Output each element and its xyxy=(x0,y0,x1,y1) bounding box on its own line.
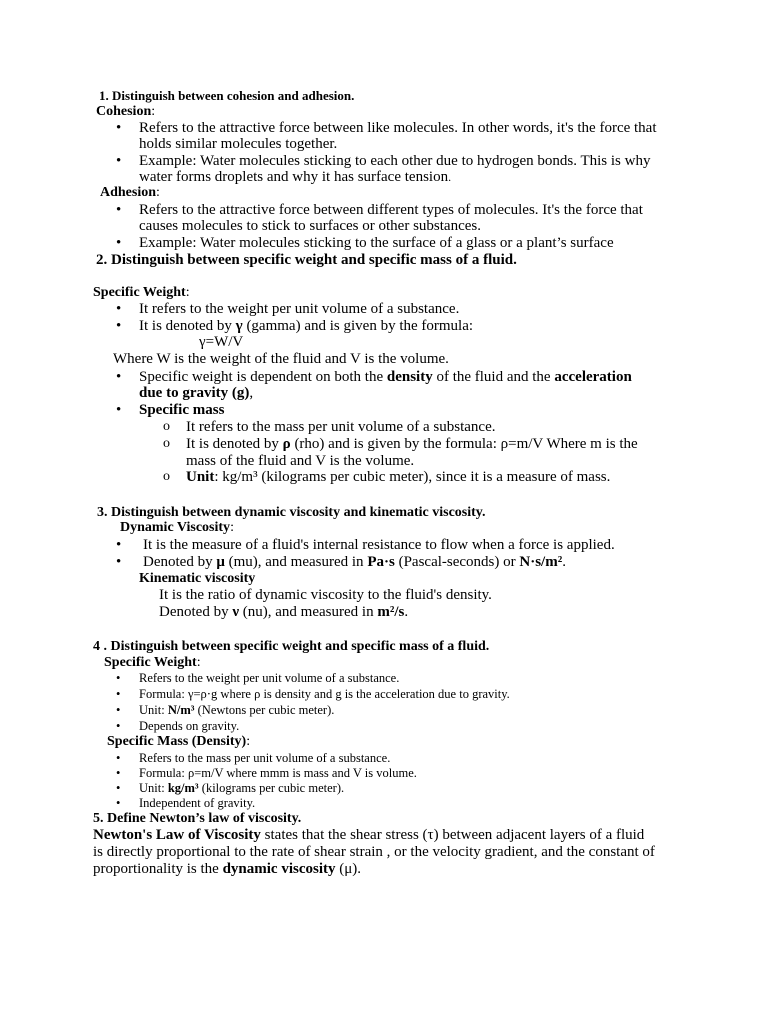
bullet-icon xyxy=(116,154,121,169)
section-5-heading: 5. Define Newton’s law of viscosity. xyxy=(93,811,302,826)
bullet-icon xyxy=(116,720,120,733)
specific-weight-unit-summary: Unit: N/m³ (Newtons per cubic meter). xyxy=(139,703,335,717)
bullet-icon xyxy=(116,319,121,334)
cohesion-definition-cont: holds similar molecules together. xyxy=(139,136,338,152)
formula-explanation: Where W is the weight of the fluid and V is the volume. xyxy=(113,351,449,367)
specific-mass-density-label: Specific Mass (Density): xyxy=(107,734,251,749)
cohesion-definition: Refers to the attractive force between like molecules. In other words, it's the force that xyxy=(139,120,657,136)
bullet-icon xyxy=(116,782,120,795)
specific-mass-formula-summary: Formula: ρ=m/V where mmm is mass and V is volume. xyxy=(139,766,417,780)
bullet-icon xyxy=(116,302,121,317)
sub-bullet-icon xyxy=(163,470,170,484)
dynamic-viscosity-notation: Denoted by μ (mu), and measured in Pa·s (Pascal-seconds) or N·s/m². xyxy=(143,554,566,570)
bullet-icon xyxy=(116,121,121,136)
section-3-heading: 3. Distinguish between dynamic viscosity and kinematic viscosity. xyxy=(97,505,486,520)
bullet-icon xyxy=(116,704,120,717)
bullet-icon xyxy=(116,236,121,251)
specific-mass-label: Specific mass xyxy=(139,402,225,418)
specific-weight-label: Specific Weight: xyxy=(93,285,190,300)
kinematic-viscosity-label: Kinematic viscosity xyxy=(139,571,256,586)
specific-weight-definition: It refers to the weight per unit volume of a substance. xyxy=(139,301,460,317)
specific-weight-dependency-cont: due to gravity (g), xyxy=(139,385,254,401)
section-2-heading: 2. Distinguish between specific weight and specific mass of a fluid. xyxy=(96,252,517,268)
newton-law-line-1: Newton's Law of Viscosity states that the shear stress (τ) between adjacent layers of a fluid xyxy=(93,827,645,843)
dynamic-viscosity-label: Dynamic Viscosity: xyxy=(120,520,234,535)
specific-weight-notation: It is denoted by γ (gamma) and is given by the formula: xyxy=(139,318,474,334)
cohesion-example-cont: water forms droplets and why it has surface tension. xyxy=(139,169,452,185)
specific-mass-gravity-summary: Independent of gravity. xyxy=(139,796,256,810)
bullet-icon xyxy=(116,672,120,685)
adhesion-definition: Refers to the attractive force between different types of molecules. It's the force that xyxy=(139,202,643,218)
adhesion-definition-cont: causes molecules to stick to surfaces or other substances. xyxy=(139,218,481,234)
bullet-icon xyxy=(116,767,120,780)
specific-mass-definition: It refers to the mass per unit volume of a substance. xyxy=(186,419,496,435)
newton-law-line-3: proportionality is the dynamic viscosity (μ). xyxy=(93,861,362,877)
bullet-icon xyxy=(116,538,121,553)
specific-mass-unit-summary: Unit: kg/m³ (kilograms per cubic meter). xyxy=(139,781,345,795)
specific-mass-notation: It is denoted by ρ (rho) and is given by the formula: ρ=m/V Where m is the xyxy=(186,436,638,452)
specific-weight-label-2: Specific Weight: xyxy=(104,655,201,670)
adhesion-example: Example: Water molecules sticking to the surface of a glass or a plant’s surface xyxy=(139,235,614,251)
section-1-heading: 1. Distinguish between cohesion and adhesion. xyxy=(99,88,355,103)
bullet-icon xyxy=(116,555,121,570)
specific-weight-formula: γ=W/V xyxy=(199,334,244,350)
specific-weight-summary: Refers to the weight per unit volume of a substance. xyxy=(139,671,400,685)
kinematic-viscosity-definition: It is the ratio of dynamic viscosity to the fluid's density. xyxy=(159,587,492,603)
specific-mass-summary: Refers to the mass per unit volume of a substance. xyxy=(139,751,391,765)
dynamic-viscosity-definition: It is the measure of a fluid's internal resistance to flow when a force is applied. xyxy=(143,537,615,553)
specific-weight-formula-summary: Formula: γ=ρ⋅g where ρ is density and g is the acceleration due to gravity. xyxy=(139,687,510,701)
specific-weight-dependency: Specific weight is dependent on both the density of the fluid and the acceleration xyxy=(139,369,632,385)
adhesion-label: Adhesion: xyxy=(100,185,160,200)
newton-law-line-2: is directly proportional to the rate of shear strain , or the velocity gradient, and the constant of xyxy=(93,844,655,860)
cohesion-label: Cohesion: xyxy=(96,104,156,119)
specific-mass-unit: Unit: kg/m³ (kilograms per cubic meter), since it is a measure of mass. xyxy=(186,469,611,485)
specific-mass-notation-cont: mass of the fluid and V is the volume. xyxy=(186,453,415,469)
bullet-icon xyxy=(116,370,121,385)
sub-bullet-icon xyxy=(163,420,170,434)
bullet-icon xyxy=(116,403,121,418)
bullet-icon xyxy=(116,752,120,765)
cohesion-example: Example: Water molecules sticking to each other due to hydrogen bonds. This is why xyxy=(139,153,651,169)
bullet-icon xyxy=(116,797,120,810)
section-4-heading: 4 . Distinguish between specific weight and specific mass of a fluid. xyxy=(93,639,490,654)
sub-bullet-icon xyxy=(163,437,170,451)
bullet-icon xyxy=(116,203,121,218)
bullet-icon xyxy=(116,688,120,701)
specific-weight-gravity-summary: Depends on gravity. xyxy=(139,719,240,733)
kinematic-viscosity-notation: Denoted by ν (nu), and measured in m²/s. xyxy=(159,604,409,620)
